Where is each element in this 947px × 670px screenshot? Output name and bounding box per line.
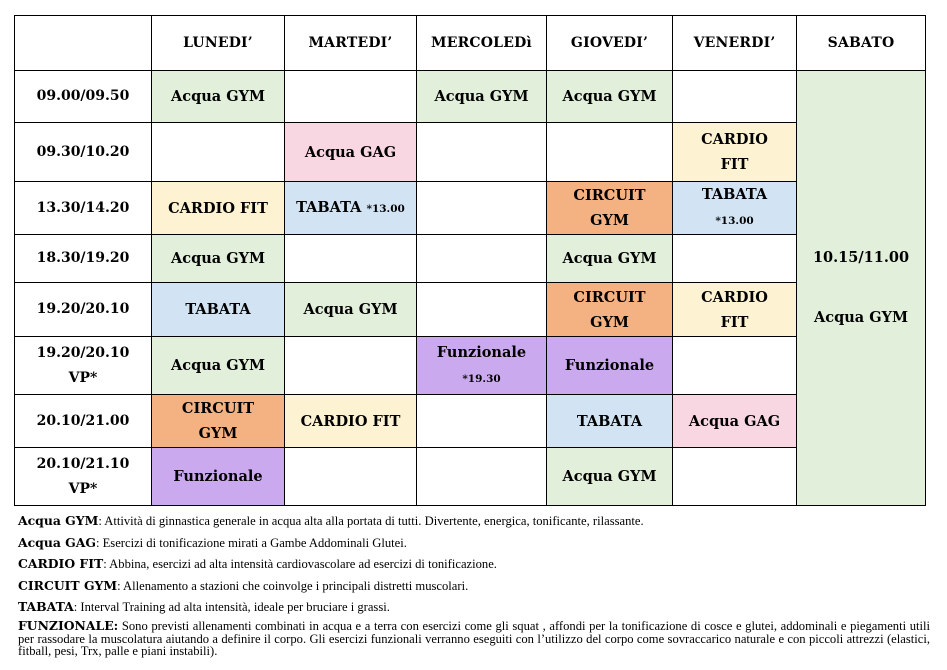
time-slot-label: 13.30/14.20: [36, 199, 130, 216]
activity-name: CARDIO: [701, 131, 768, 148]
legend-term: CIRCUIT GYM: [18, 577, 118, 593]
activity-name: Funzionale: [173, 468, 263, 485]
activity-time-note: *13.00: [366, 202, 405, 215]
activity-name: Acqua GYM: [434, 88, 529, 105]
table-row: [15, 283, 926, 337]
activity-name: CARDIO FIT: [300, 412, 401, 430]
header-row: [15, 16, 926, 71]
activity-name: CARDIO FIT: [168, 199, 268, 217]
schedule-cell-friday: [673, 71, 797, 123]
legend-term: CARDIO FIT: [18, 556, 104, 572]
time-slot: [15, 235, 152, 283]
activity-name: TABATA: [296, 198, 362, 216]
schedule-cell-tuesday: [285, 395, 417, 448]
schedule-cell-friday: [673, 395, 797, 448]
time-slot-label: 20.10/21.10: [36, 455, 130, 472]
legend-term: FUNZIONALE:: [18, 617, 119, 633]
time-slot: [15, 283, 152, 337]
activity-name: Acqua GYM: [171, 250, 265, 267]
table-row: [15, 395, 926, 448]
activity-name: TABATA: [701, 186, 768, 203]
schedule-cell-thursday: [547, 182, 673, 235]
schedule-cell-monday: [152, 235, 285, 283]
header-day-tuesday: MARTEDI’: [285, 16, 417, 71]
legend: [18, 512, 930, 661]
saturday-time: 10.15/11.00: [812, 249, 910, 266]
activity-time-note: *13.00: [715, 215, 754, 227]
activity-name: GYM: [590, 212, 629, 229]
legend-desc: : Abbina, esercizi ad alta intensità cardiovascolare ad esercizi di tonificazione.: [103, 557, 497, 572]
saturday-activity: Acqua GYM: [814, 309, 908, 326]
time-slot-label: 19.20/20.10: [36, 344, 130, 361]
table-row: [15, 448, 926, 506]
activity-name: FIT: [720, 156, 749, 173]
schedule-cell-thursday: [547, 283, 673, 337]
activity-name: CIRCUIT: [181, 400, 255, 417]
schedule-cell-wednesday: [417, 448, 547, 506]
legend-desc: Sono previsti allenamenti combinati in acqua e a terra con esercizi come gli squat , affondi per la tonificazione di cosce e glutei, addominali e piegamenti utili per rassodare la muscolatura aiutando a definire il corpo. Gli esercizi funzionali verranno eseguiti con l’utilizzo del corpo come sovraccarico naturale e con piccoli attrezzi (elastici, fitball, pesi, Trx, palle e piani instabili).: [18, 618, 930, 659]
time-slot-label: 18.30/19.20: [36, 250, 130, 266]
legend-item-acqua-gag: [18, 534, 930, 552]
legend-desc: : Allenamento a stazioni che coinvolge i principali distretti muscolari.: [117, 578, 469, 593]
activity-name: Acqua GYM: [562, 250, 657, 267]
schedule-cell-thursday: [547, 448, 673, 506]
schedule-table: [14, 15, 926, 506]
legend-desc: : Attività di ginnastica generale in acqua alta alla portata di tutti. Divertente, energica, tonificante, rilassante.: [98, 514, 644, 528]
time-slot-label: 09.30/10.20: [36, 143, 130, 160]
activity-name: GYM: [590, 313, 629, 331]
schedule-cell-monday: [152, 182, 285, 235]
schedule-cell-wednesday: [417, 395, 547, 448]
schedule-cell-tuesday: [285, 235, 417, 283]
activity-time-note: *19.30: [462, 372, 501, 385]
header-corner: [15, 16, 152, 71]
schedule-cell-friday: [673, 448, 797, 506]
schedule-cell-friday: [673, 123, 797, 182]
schedule-cell-monday: [152, 283, 285, 337]
schedule-cell-wednesday: [417, 123, 547, 182]
schedule-cell-thursday: [547, 395, 673, 448]
schedule-cell-monday: [152, 337, 285, 395]
schedule-cell-tuesday: [285, 71, 417, 123]
time-slot: [15, 182, 152, 235]
schedule-cell-thursday: [547, 123, 673, 182]
schedule-cell-tuesday: [285, 182, 417, 235]
header-day-thursday: GIOVEDI’: [547, 16, 673, 71]
time-slot-vp: VP*: [68, 480, 98, 497]
activity-name: Acqua GAG: [688, 412, 781, 430]
header-day-friday: VENERDI’: [673, 16, 797, 71]
schedule-cell-friday: [673, 182, 797, 235]
schedule-cell-thursday: [547, 235, 673, 283]
time-slot-label: 20.10/21.00: [36, 412, 130, 429]
schedule-cell-wednesday: [417, 337, 547, 395]
time-slot-label: 09.00/09.50: [36, 88, 130, 104]
legend-item-acqua-gym: [18, 512, 930, 530]
legend-desc: : Interval Training ad alta intensità, ideale per bruciare i grassi.: [73, 600, 390, 615]
schedule-cell-tuesday: [285, 123, 417, 182]
header-day-monday: LUNEDI’: [152, 16, 285, 71]
activity-name: CIRCUIT: [573, 288, 646, 306]
activity-name: CARDIO: [701, 288, 768, 306]
table-row: [15, 71, 926, 123]
legend-item-funzionale: [18, 617, 930, 659]
schedule-cell-wednesday: [417, 71, 547, 123]
schedule-cell-thursday: [547, 71, 673, 123]
table-row: [15, 123, 926, 182]
activity-name: GYM: [198, 425, 238, 442]
schedule-cell-monday: [152, 448, 285, 506]
time-slot: [15, 395, 152, 448]
legend-item-circuit-gym: [18, 577, 930, 595]
activity-name: FIT: [720, 313, 749, 331]
activity-name: Acqua GYM: [171, 357, 265, 374]
activity-name: Acqua GAG: [304, 143, 397, 161]
schedule-cell-monday: [152, 71, 285, 123]
time-slot-label: 19.20/20.10: [36, 301, 130, 317]
schedule-cell-saturday: [797, 71, 926, 506]
schedule-cell-monday: [152, 123, 285, 182]
schedule-cell-wednesday: [417, 235, 547, 283]
activity-name: TABATA: [185, 301, 251, 318]
table-row: [15, 235, 926, 283]
header-day-wednesday: MERCOLEDì: [417, 16, 547, 71]
table-row: [15, 337, 926, 395]
header-day-saturday: SABATO: [797, 16, 926, 71]
schedule-cell-friday: [673, 283, 797, 337]
legend-term: Acqua GAG: [18, 534, 96, 550]
time-slot: [15, 123, 152, 182]
schedule-cell-tuesday: [285, 337, 417, 395]
activity-name: CIRCUIT: [573, 187, 646, 204]
schedule-cell-tuesday: [285, 283, 417, 337]
table-row: [15, 182, 926, 235]
legend-term: TABATA: [18, 599, 74, 615]
schedule-cell-friday: [673, 337, 797, 395]
time-slot: [15, 71, 152, 123]
schedule-cell-monday: [152, 395, 285, 448]
time-slot: [15, 337, 152, 395]
activity-name: Funzionale: [436, 343, 527, 361]
activity-name: Acqua GYM: [171, 88, 265, 105]
legend-term: Acqua GYM: [18, 513, 99, 528]
activity-name: Acqua GYM: [303, 301, 398, 318]
schedule-cell-tuesday: [285, 448, 417, 506]
activity-name: Funzionale: [564, 357, 655, 374]
activity-name: Acqua GYM: [562, 88, 657, 105]
legend-desc: : Esercizi di tonificazione mirati a Gambe Addominali Glutei.: [95, 535, 407, 550]
legend-item-tabata: [18, 598, 930, 616]
activity-name: Acqua GYM: [562, 468, 657, 485]
time-slot-vp: VP*: [68, 369, 98, 386]
schedule-cell-wednesday: [417, 283, 547, 337]
legend-item-cardio-fit: [18, 555, 930, 573]
schedule-cell-friday: [673, 235, 797, 283]
schedule-cell-thursday: [547, 337, 673, 395]
activity-name: TABATA: [576, 412, 643, 430]
schedule-cell-wednesday: [417, 182, 547, 235]
time-slot: [15, 448, 152, 506]
schedule-body: [15, 71, 926, 506]
